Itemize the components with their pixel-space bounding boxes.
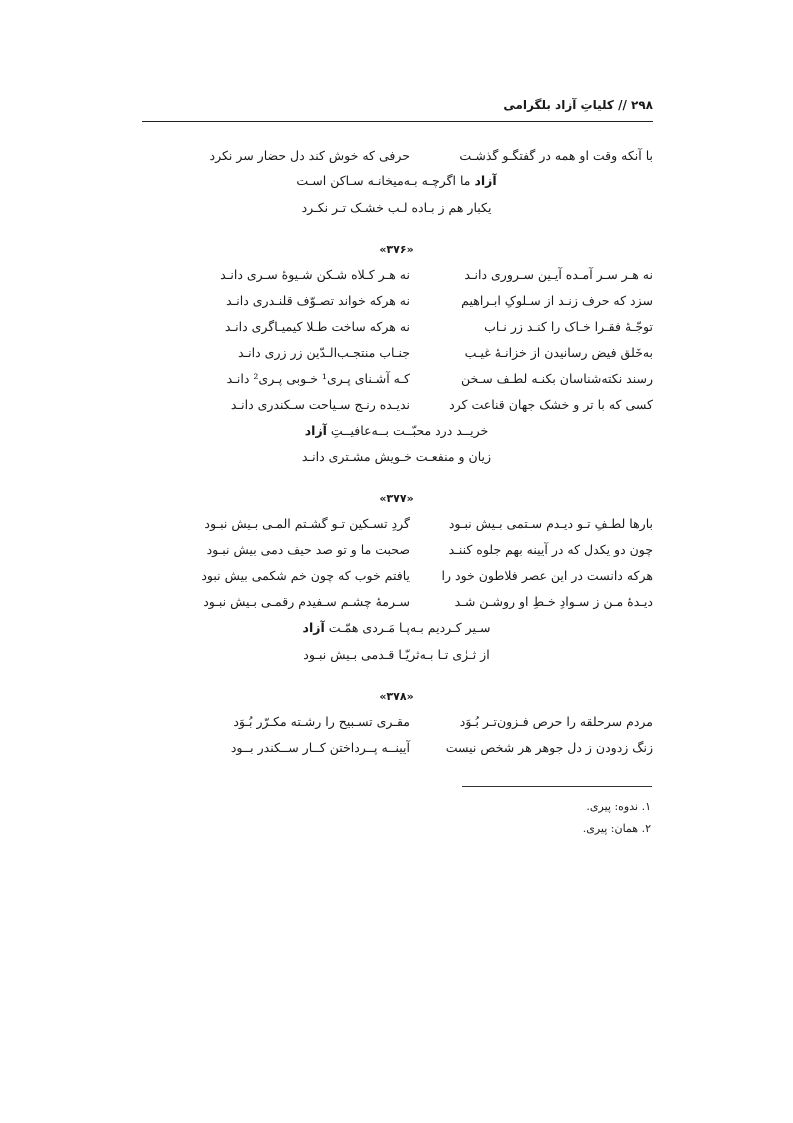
pen-name: آزاد <box>474 173 497 188</box>
footnote-rule <box>462 786 652 787</box>
verse-hemistich-right: توجّـهٔ فقـرا خـاک را کنـد زر نـاب <box>484 319 653 334</box>
final-verse-line: از ثـرٰی تـا بـه‌ثریّـا قـدمی بـیش نبـود <box>303 647 490 662</box>
pen-name: آزاد <box>302 620 325 635</box>
poem-number: «۳۷۸» <box>379 690 414 703</box>
verse-hemistich-left: صحبت ما و تو صد حیف دمی بیش نبـود <box>206 542 410 557</box>
header-rule <box>142 121 653 122</box>
poem-number: «۳۷۶» <box>379 243 414 256</box>
verse-hemistich-left: سـرمهٔ چشـم سـفیدم رقمـی بـیش نبـود <box>203 594 410 609</box>
verse-hemistich-left: مقـری تسـبیح را رشـته مکـرّر بُـوَد <box>233 714 410 729</box>
final-verse-line: آزاد ما اگرچـه بـه‌میخانـه سـاکن اسـت <box>296 173 497 188</box>
verse-hemistich-left: گردِ تسـکین تـو گشـتم المـی بـیش نبـود <box>204 516 410 531</box>
final-verse-line: زیان و منفعـت خـویش مشـتری دانـد <box>301 449 492 464</box>
verse-hemistich-right: چون دو یکدل که در آیینه بهم جلوه کننـد <box>448 542 653 557</box>
footnote: ۱. ندوه: پیری. <box>586 800 651 813</box>
verse-hemistich-right: نه هـر سـر آمـده آیـین سـروری دانـد <box>464 267 653 282</box>
running-header <box>142 98 653 120</box>
verse-hemistich-right: زنگ زدودن ز دل جوهر هر شخص نیست <box>445 740 653 755</box>
verse-hemistich-right: مردم سرحلقه را حرص فـزون‌تـر بُـوَد <box>459 714 653 729</box>
pen-name: آزاد <box>304 423 327 438</box>
verse-hemistich-right: کسی که با تر و خشک جهان قناعت کرد <box>449 397 653 412</box>
final-verse-line: خریــد درد محبّــت بــه‌عافیــتِ آزاد <box>304 423 489 438</box>
verse-hemistich-left: نه هرکه خواند تصـوّف قلنـدری دانـد <box>226 293 410 308</box>
verse-hemistich-left: جنـاب منتجـب‌الـدّین زر زری دانـد <box>237 345 410 360</box>
final-verse-line: سـیر کـردیم بـه‌پـا مَـردی همّـت آزاد <box>302 620 491 635</box>
book-title: کلیاتِ آزاد بلگرامی <box>503 98 614 112</box>
verse-hemistich-right: سزد که حرف زنـد از سـلوکِ ابـراهیم <box>461 293 653 308</box>
verse-hemistich-right: به‌خَلق فیض رسانیدن از خزانـهٔ غیـب <box>464 345 653 360</box>
footnote: ۲. همان: پیری. <box>582 822 651 835</box>
verse-hemistich-right: دیـدهٔ مـن ز سـوادِ خـطِ او روشـن شـد <box>454 594 653 609</box>
verse-hemistich-left: ندیـده رنـج سـیاحت سـکندری دانـد <box>230 397 410 412</box>
verse-hemistich-left: کـه آشـنای پـری¹ خـوبی پـری² دانـد <box>226 371 410 386</box>
poem-number: «۳۷۷» <box>379 492 414 505</box>
verse-hemistich-left: نه هـر کـلاه شـکن شـیوهٔ سـری دانـد <box>220 267 410 282</box>
verse-hemistich-left: حرفی که خوش کند دل حضار سر نکرد <box>209 148 410 163</box>
header-separator: // <box>618 98 627 112</box>
page-number: ۲۹۸ <box>631 98 653 112</box>
verse-hemistich-left: آیینــه پــرداختن کــار ســکندر بــود <box>230 740 410 755</box>
verse-hemistich-right: هرکه دانست در این عصر فلاطون خود را <box>441 568 653 583</box>
verse-hemistich-right: بارها لطـفِ تـو دیـدم سـتمی بـیش نبـود <box>448 516 653 531</box>
verse-hemistich-right: با آنکه وقت او همه در گفتگـو گذشـت <box>459 148 653 163</box>
verse-hemistich-right: رسند نکته‌شناسان بکنـه لطـف سـخن <box>460 371 653 386</box>
final-verse-line: یکبار هم ز بـاده لـب خشـک تـر نکـرد <box>301 200 492 215</box>
verse-hemistich-left: نه هرکه ساخت طـلا کیمیـاگری دانـد <box>224 319 410 334</box>
verse-hemistich-left: یافتم خوب که چون خم شکمی بیش نبود <box>201 568 410 583</box>
